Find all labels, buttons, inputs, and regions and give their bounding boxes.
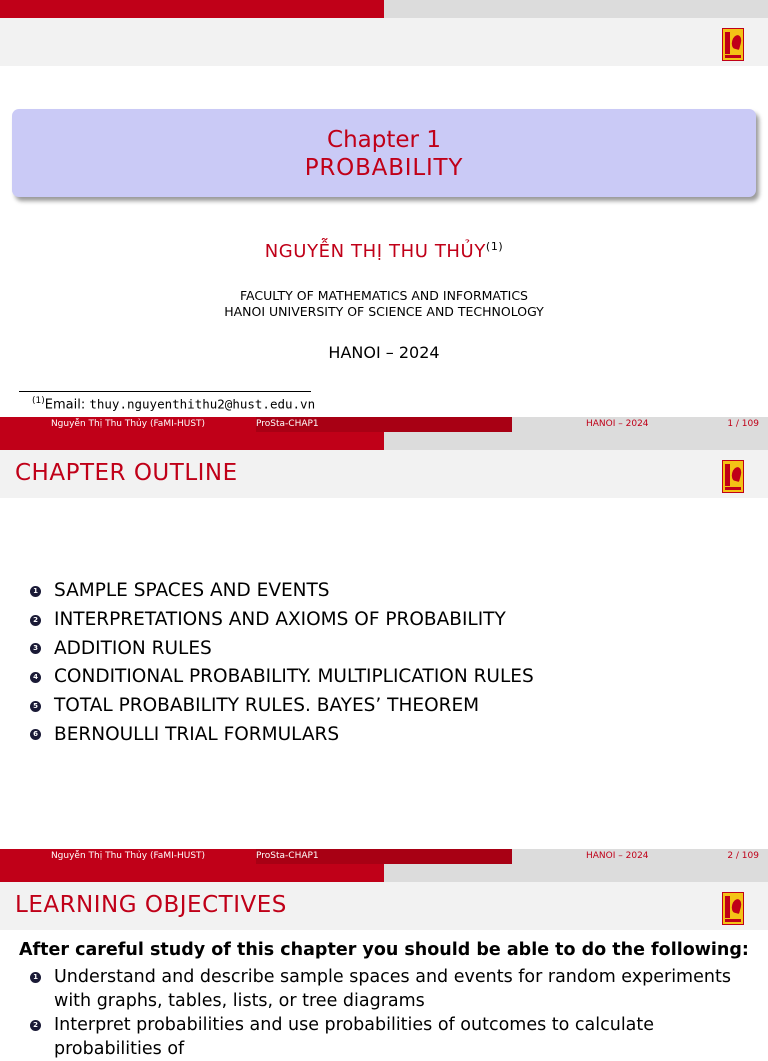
footer-right xyxy=(512,849,768,864)
footer-author: Nguyễn Thị Thu Thủy (FaMI-HUST) xyxy=(0,849,256,864)
slide-title: LEARNING OBJECTIVES xyxy=(15,892,287,918)
hust-logo-icon xyxy=(722,460,744,493)
number-badge: 2 xyxy=(30,1020,41,1031)
list-item[interactable] xyxy=(30,577,534,606)
footnote-rule xyxy=(19,391,311,392)
number-badge: 1 xyxy=(30,586,41,597)
number-badge: 6 xyxy=(30,729,41,740)
slide-footer xyxy=(0,417,768,432)
title-box xyxy=(12,109,756,197)
outline-item-text: INTERPRETATIONS AND AXIOMS OF PROBABILITY xyxy=(54,609,506,631)
slide-1 xyxy=(0,0,768,432)
list-item[interactable] xyxy=(30,692,534,721)
objective-text: Interpret probabilities and use probabilities of outcomes to calculate probabilities of xyxy=(54,1015,655,1059)
objectives-list xyxy=(30,965,750,1061)
institution xyxy=(0,288,768,320)
page-number: 1 / 109 xyxy=(727,419,759,429)
outline-item-text: CONDITIONAL PROBABILITY. MULTIPLICATION RULES xyxy=(54,666,534,688)
footer-place: HANOI – 2024 xyxy=(586,419,649,429)
outline-item-text: ADDITION RULES xyxy=(54,637,212,659)
footnote-label: Email: xyxy=(44,397,90,413)
footnote xyxy=(32,396,315,412)
footer-place: HANOI – 2024 xyxy=(586,851,649,861)
number-badge: 1 xyxy=(30,972,41,983)
university-name: HANOI UNIVERSITY OF SCIENCE AND TECHNOLOGY xyxy=(224,304,544,319)
list-item[interactable] xyxy=(30,663,534,692)
list-item[interactable] xyxy=(30,606,534,635)
outline-item-text: SAMPLE SPACES AND EVENTS xyxy=(54,580,330,602)
number-badge: 5 xyxy=(30,701,41,712)
page-number: 2 / 109 xyxy=(727,851,759,861)
list-item xyxy=(30,1013,750,1061)
outline-item-text: BERNOULLI TRIAL FORMULARS xyxy=(54,723,340,745)
top-bar xyxy=(0,432,768,450)
list-item[interactable] xyxy=(30,634,534,663)
number-badge: 4 xyxy=(30,672,41,683)
footnote-mark: (1) xyxy=(32,396,45,406)
slide-title: CHAPTER OUTLINE xyxy=(15,460,238,486)
chapter-label: Chapter 1 xyxy=(327,127,441,153)
footer-right xyxy=(512,417,768,432)
hust-logo-icon xyxy=(722,28,744,61)
faculty-name: FACULTY OF MATHEMATICS AND INFORMATICS xyxy=(240,288,528,303)
list-item[interactable] xyxy=(30,720,534,749)
outline-list xyxy=(30,577,534,749)
slide-footer xyxy=(0,849,768,864)
outline-item-text: TOTAL PROBABILITY RULES. BAYES’ THEOREM xyxy=(54,695,480,717)
top-bar xyxy=(0,864,768,882)
footer-author: Nguyễn Thị Thu Thủy (FaMI-HUST) xyxy=(0,417,256,432)
chapter-title: PROBABILITY xyxy=(304,155,464,181)
author-text: NGUYỄN THỊ THU THỦY xyxy=(264,241,486,262)
author-name xyxy=(0,240,768,262)
footer-course: ProSta-CHAP1 xyxy=(256,417,512,432)
place-year: HANOI – 2024 xyxy=(328,343,440,362)
top-bar xyxy=(0,0,768,18)
objective-text: Understand and describe sample spaces and events for random experiments with graphs, tables, lists, or tree diagrams xyxy=(54,967,731,1011)
author-footnote-mark: (1) xyxy=(485,240,504,253)
email-link[interactable]: thuy.nguyenthithu2@hust.edu.vn xyxy=(89,396,316,412)
footer-course: ProSta-CHAP1 xyxy=(256,849,512,864)
number-badge: 3 xyxy=(30,643,41,654)
objectives-lead: After careful study of this chapter you should be able to do the following: xyxy=(19,940,749,960)
list-item xyxy=(30,965,750,1013)
number-badge: 2 xyxy=(30,615,41,626)
header-band xyxy=(0,18,768,66)
hust-logo-icon xyxy=(722,892,744,925)
